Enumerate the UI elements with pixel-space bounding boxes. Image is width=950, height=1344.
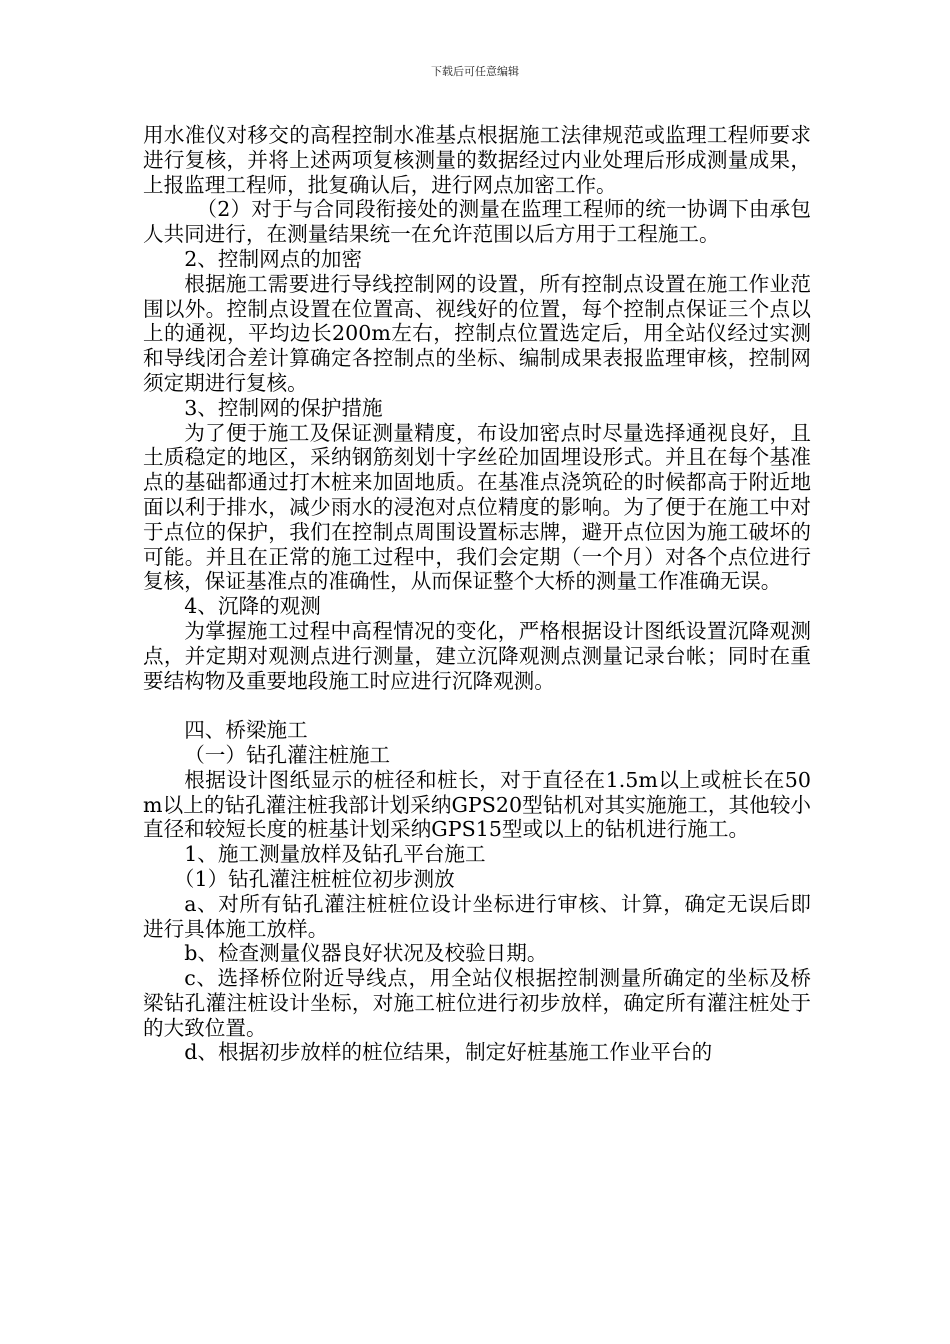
section-heading-network-protection: 3、控制网的保护措施 — [184, 395, 383, 420]
paragraph-protection-measures: 为了便于施工及保证测量精度，布设加密点时尽量选择通视良好，且土质稳定的地区，采纳钢筋刻划十字丝砼加固埋设形式。并且在每个基准点的基础都通过打木桩来加固地质。在基准点浇筑砼的时候都高于附近地面以利于排水，减少雨水的浸泡对点位精度的影响。为了便于在施工中对于点位的保护，我们在控制点周围设置标志牌，避开点位因为施工破坏的可能。并且在正常的施工过程中，我们会定期（一个月）对各个点位进行复核，保证基准点的准确性，从而保证整个大桥的测量工作准确无误。 — [143, 420, 811, 594]
paragraph-settlement-observation: 为掌握施工过程中高程情况的变化，严格根据设计图纸设置沉降观测点，并定期对观测点进行测量，建立沉降观测点测量记录台帐；同时在重要结构物及重要地段施工时应进行沉降观测。 — [143, 618, 811, 693]
list-item-d: d、根据初步放样的桩位结果，制定好桩基施工作业平台的 — [184, 1040, 713, 1065]
paragraph-joint-survey: （2）对于与合同段衔接处的测量在监理工程师的统一协调下由承包人共同进行，在测量结果统一在允许范围以后方用于工程施工。 — [143, 197, 811, 247]
chapter-heading-bridge-construction: 四、桥梁施工 — [184, 718, 308, 743]
list-item-c: c、选择桥位附近导线点，用全站仪根据控制测量所确定的坐标及桥梁钻孔灌注桩设计坐标，对施工桩位进行初步放样，确定所有灌注桩处于的大致位置。 — [143, 966, 811, 1040]
document-body — [143, 123, 811, 1065]
paragraph-leveling-check: 用水准仪对移交的高程控制水准基点根据施工法律规范或监理工程师要求进行复核，并将上述两项复核测量的数据经过内业处理后形成测量成果，上报监理工程师，批复确认后，进行网点加密工作。 — [143, 123, 811, 197]
page-header: 下载后可任意编辑 — [431, 65, 519, 78]
section-heading-settlement-observation: 4、沉降的观测 — [184, 594, 321, 619]
blank-line — [143, 693, 811, 718]
list-item-a: a、对所有钻孔灌注桩桩位设计坐标进行审核、计算，确定无误后即进行具体施工放样。 — [143, 891, 811, 941]
section-heading-survey-layout-platform: 1、施工测量放样及钻孔平台施工 — [184, 842, 486, 867]
list-item-b: b、检查测量仪器良好状况及校验日期。 — [184, 941, 548, 966]
paragraph-control-network-setup: 根据施工需要进行导线控制网的设置，所有控制点设置在施工作业范围以外。控制点设置在位置高、视线好的位置，每个控制点保证三个点以上的通视，平均边长200m左右，控制点位置选定后，用全站仪经过实测和导线闭合差计算确定各控制点的坐标、编制成果表报监理审核，控制网须定期进行复核。 — [143, 271, 811, 395]
subsection-heading-initial-pile-layout: （1）钻孔灌注桩桩位初步测放 — [173, 866, 455, 891]
section-heading-control-densification: 2、控制网点的加密 — [184, 246, 363, 271]
section-heading-bored-piles: （一）钻孔灌注桩施工 — [184, 742, 391, 767]
paragraph-drilling-rig-plan: 根据设计图纸显示的桩径和桩长，对于直径在1.5m以上或桩长在50m以上的钻孔灌注桩我部计划采纳GPS20型钻机对其实施施工，其他较小直径和较短长度的桩基计划采纳GPS15型或以上的钻机进行施工。 — [143, 767, 811, 842]
